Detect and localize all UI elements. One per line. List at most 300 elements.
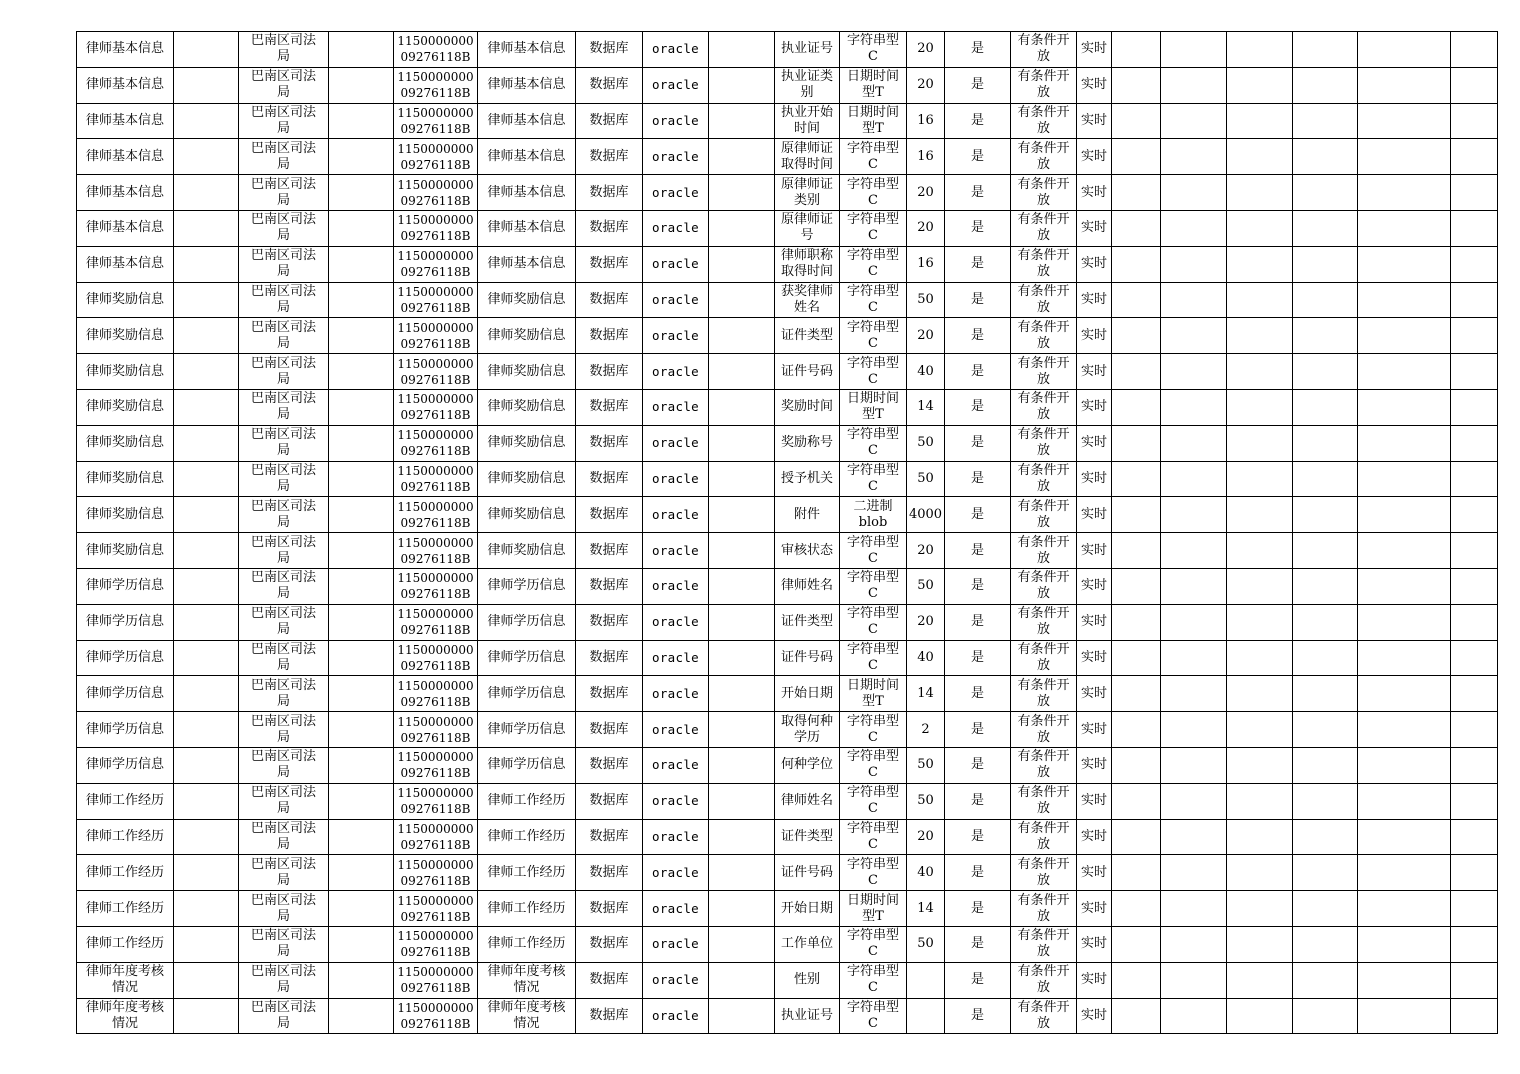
open-type-cell[interactable] bbox=[1011, 926, 1077, 962]
open-type-cell[interactable] bbox=[1011, 676, 1077, 712]
blank-cell-f[interactable] bbox=[1227, 425, 1293, 461]
length-cell[interactable]: 20 bbox=[907, 175, 945, 211]
blank-cell-b[interactable] bbox=[329, 246, 394, 282]
blank-cell-e[interactable] bbox=[1161, 926, 1227, 962]
blank-cell-h[interactable] bbox=[1358, 354, 1451, 390]
resource-name-cell[interactable]: 律师基本信息 bbox=[77, 103, 174, 139]
storage-cell[interactable]: 数据库 bbox=[576, 389, 643, 425]
item-name-cell[interactable]: 律师基本信息 bbox=[478, 210, 576, 246]
blank-cell-f[interactable] bbox=[1227, 461, 1293, 497]
blank-cell-i[interactable] bbox=[1451, 246, 1498, 282]
blank-cell-d[interactable] bbox=[1112, 318, 1161, 354]
blank-cell-g[interactable] bbox=[1293, 246, 1358, 282]
blank-cell-b[interactable] bbox=[329, 640, 394, 676]
blank-cell-f[interactable] bbox=[1227, 318, 1293, 354]
db-type-cell[interactable]: oracle bbox=[643, 819, 709, 855]
required-cell[interactable]: 是 bbox=[945, 819, 1011, 855]
blank-cell-f[interactable] bbox=[1227, 712, 1293, 748]
blank-cell-d[interactable] bbox=[1112, 998, 1161, 1034]
update-freq-cell[interactable]: 实时 bbox=[1077, 568, 1112, 604]
item-name-cell[interactable]: 律师学历信息 bbox=[478, 568, 576, 604]
blank-cell-i[interactable] bbox=[1451, 676, 1498, 712]
blank-cell-i[interactable] bbox=[1451, 819, 1498, 855]
blank-cell-f[interactable] bbox=[1227, 819, 1293, 855]
blank-cell-c[interactable] bbox=[709, 425, 775, 461]
blank-cell-e[interactable] bbox=[1161, 568, 1227, 604]
blank-cell-c[interactable] bbox=[709, 747, 775, 783]
credit-code-cell[interactable] bbox=[394, 640, 478, 676]
provider-cell[interactable] bbox=[239, 712, 329, 748]
blank-cell-i[interactable] bbox=[1451, 139, 1498, 175]
open-type-cell[interactable] bbox=[1011, 533, 1077, 569]
blank-cell-d[interactable] bbox=[1112, 210, 1161, 246]
blank-cell-b[interactable] bbox=[329, 497, 394, 533]
blank-cell-i[interactable] bbox=[1451, 640, 1498, 676]
blank-cell-a[interactable] bbox=[174, 103, 239, 139]
field-name-cell[interactable]: 执业证号 bbox=[775, 32, 840, 68]
storage-cell[interactable]: 数据库 bbox=[576, 461, 643, 497]
open-type-cell[interactable] bbox=[1011, 282, 1077, 318]
blank-cell-b[interactable] bbox=[329, 103, 394, 139]
blank-cell-c[interactable] bbox=[709, 568, 775, 604]
blank-cell-d[interactable] bbox=[1112, 819, 1161, 855]
blank-cell-h[interactable] bbox=[1358, 425, 1451, 461]
update-freq-cell[interactable]: 实时 bbox=[1077, 461, 1112, 497]
open-type-cell[interactable] bbox=[1011, 962, 1077, 998]
blank-cell-i[interactable] bbox=[1451, 962, 1498, 998]
field-type-cell[interactable] bbox=[840, 497, 907, 533]
field-name-cell[interactable]: 何种学位 bbox=[775, 747, 840, 783]
item-name-cell[interactable]: 律师奖励信息 bbox=[478, 389, 576, 425]
blank-cell-g[interactable] bbox=[1293, 855, 1358, 891]
credit-code-cell[interactable] bbox=[394, 533, 478, 569]
blank-cell-f[interactable] bbox=[1227, 891, 1293, 927]
credit-code-cell[interactable] bbox=[394, 962, 478, 998]
db-type-cell[interactable]: oracle bbox=[643, 139, 709, 175]
provider-cell[interactable] bbox=[239, 246, 329, 282]
blank-cell-d[interactable] bbox=[1112, 962, 1161, 998]
blank-cell-i[interactable] bbox=[1451, 175, 1498, 211]
blank-cell-a[interactable] bbox=[174, 389, 239, 425]
field-name-cell[interactable]: 证件类型 bbox=[775, 604, 840, 640]
blank-cell-g[interactable] bbox=[1293, 640, 1358, 676]
required-cell[interactable]: 是 bbox=[945, 533, 1011, 569]
blank-cell-f[interactable] bbox=[1227, 175, 1293, 211]
blank-cell-e[interactable] bbox=[1161, 497, 1227, 533]
blank-cell-i[interactable] bbox=[1451, 32, 1498, 68]
blank-cell-a[interactable] bbox=[174, 855, 239, 891]
resource-name-cell[interactable]: 律师工作经历 bbox=[77, 926, 174, 962]
blank-cell-a[interactable] bbox=[174, 819, 239, 855]
blank-cell-h[interactable] bbox=[1358, 926, 1451, 962]
blank-cell-d[interactable] bbox=[1112, 246, 1161, 282]
required-cell[interactable]: 是 bbox=[945, 210, 1011, 246]
resource-name-cell[interactable] bbox=[77, 998, 174, 1034]
field-name-cell[interactable] bbox=[775, 67, 840, 103]
db-type-cell[interactable]: oracle bbox=[643, 354, 709, 390]
required-cell[interactable]: 是 bbox=[945, 318, 1011, 354]
blank-cell-f[interactable] bbox=[1227, 783, 1293, 819]
storage-cell[interactable]: 数据库 bbox=[576, 533, 643, 569]
blank-cell-f[interactable] bbox=[1227, 640, 1293, 676]
required-cell[interactable]: 是 bbox=[945, 246, 1011, 282]
blank-cell-g[interactable] bbox=[1293, 318, 1358, 354]
blank-cell-b[interactable] bbox=[329, 425, 394, 461]
field-name-cell[interactable]: 证件类型 bbox=[775, 819, 840, 855]
blank-cell-d[interactable] bbox=[1112, 389, 1161, 425]
provider-cell[interactable] bbox=[239, 461, 329, 497]
update-freq-cell[interactable]: 实时 bbox=[1077, 783, 1112, 819]
blank-cell-i[interactable] bbox=[1451, 461, 1498, 497]
length-cell[interactable]: 16 bbox=[907, 246, 945, 282]
storage-cell[interactable]: 数据库 bbox=[576, 855, 643, 891]
resource-name-cell[interactable]: 律师基本信息 bbox=[77, 67, 174, 103]
item-name-cell[interactable]: 律师学历信息 bbox=[478, 747, 576, 783]
provider-cell[interactable] bbox=[239, 676, 329, 712]
blank-cell-d[interactable] bbox=[1112, 568, 1161, 604]
blank-cell-i[interactable] bbox=[1451, 354, 1498, 390]
blank-cell-c[interactable] bbox=[709, 676, 775, 712]
length-cell[interactable]: 14 bbox=[907, 891, 945, 927]
field-type-cell[interactable] bbox=[840, 67, 907, 103]
blank-cell-a[interactable] bbox=[174, 139, 239, 175]
db-type-cell[interactable]: oracle bbox=[643, 640, 709, 676]
field-type-cell[interactable] bbox=[840, 32, 907, 68]
blank-cell-h[interactable] bbox=[1358, 891, 1451, 927]
length-cell[interactable]: 50 bbox=[907, 926, 945, 962]
blank-cell-f[interactable] bbox=[1227, 139, 1293, 175]
blank-cell-d[interactable] bbox=[1112, 425, 1161, 461]
item-name-cell[interactable]: 律师奖励信息 bbox=[478, 354, 576, 390]
field-type-cell[interactable] bbox=[840, 139, 907, 175]
storage-cell[interactable]: 数据库 bbox=[576, 67, 643, 103]
credit-code-cell[interactable] bbox=[394, 568, 478, 604]
item-name-cell[interactable]: 律师学历信息 bbox=[478, 712, 576, 748]
required-cell[interactable]: 是 bbox=[945, 568, 1011, 604]
open-type-cell[interactable] bbox=[1011, 497, 1077, 533]
resource-name-cell[interactable]: 律师学历信息 bbox=[77, 604, 174, 640]
blank-cell-a[interactable] bbox=[174, 962, 239, 998]
blank-cell-a[interactable] bbox=[174, 175, 239, 211]
credit-code-cell[interactable] bbox=[394, 354, 478, 390]
blank-cell-f[interactable] bbox=[1227, 282, 1293, 318]
update-freq-cell[interactable]: 实时 bbox=[1077, 533, 1112, 569]
length-cell[interactable]: 20 bbox=[907, 67, 945, 103]
field-name-cell[interactable]: 证件号码 bbox=[775, 855, 840, 891]
credit-code-cell[interactable] bbox=[394, 676, 478, 712]
blank-cell-c[interactable] bbox=[709, 640, 775, 676]
credit-code-cell[interactable] bbox=[394, 926, 478, 962]
field-name-cell[interactable]: 执业证号 bbox=[775, 998, 840, 1034]
blank-cell-i[interactable] bbox=[1451, 389, 1498, 425]
field-type-cell[interactable] bbox=[840, 318, 907, 354]
blank-cell-c[interactable] bbox=[709, 855, 775, 891]
resource-name-cell[interactable]: 律师学历信息 bbox=[77, 568, 174, 604]
resource-name-cell[interactable]: 律师奖励信息 bbox=[77, 282, 174, 318]
storage-cell[interactable]: 数据库 bbox=[576, 676, 643, 712]
db-type-cell[interactable]: oracle bbox=[643, 568, 709, 604]
required-cell[interactable]: 是 bbox=[945, 282, 1011, 318]
length-cell[interactable]: 50 bbox=[907, 747, 945, 783]
provider-cell[interactable] bbox=[239, 783, 329, 819]
required-cell[interactable]: 是 bbox=[945, 67, 1011, 103]
field-type-cell[interactable] bbox=[840, 855, 907, 891]
item-name-cell[interactable]: 律师工作经历 bbox=[478, 819, 576, 855]
required-cell[interactable]: 是 bbox=[945, 425, 1011, 461]
item-name-cell[interactable]: 律师学历信息 bbox=[478, 640, 576, 676]
blank-cell-e[interactable] bbox=[1161, 32, 1227, 68]
blank-cell-c[interactable] bbox=[709, 103, 775, 139]
provider-cell[interactable] bbox=[239, 318, 329, 354]
blank-cell-g[interactable] bbox=[1293, 747, 1358, 783]
credit-code-cell[interactable] bbox=[394, 855, 478, 891]
db-type-cell[interactable]: oracle bbox=[643, 282, 709, 318]
length-cell[interactable]: 20 bbox=[907, 210, 945, 246]
resource-name-cell[interactable]: 律师工作经历 bbox=[77, 855, 174, 891]
blank-cell-c[interactable] bbox=[709, 282, 775, 318]
blank-cell-f[interactable] bbox=[1227, 354, 1293, 390]
length-cell[interactable]: 50 bbox=[907, 783, 945, 819]
storage-cell[interactable]: 数据库 bbox=[576, 354, 643, 390]
blank-cell-c[interactable] bbox=[709, 461, 775, 497]
blank-cell-f[interactable] bbox=[1227, 676, 1293, 712]
field-name-cell[interactable]: 证件号码 bbox=[775, 354, 840, 390]
blank-cell-i[interactable] bbox=[1451, 210, 1498, 246]
blank-cell-h[interactable] bbox=[1358, 533, 1451, 569]
update-freq-cell[interactable]: 实时 bbox=[1077, 103, 1112, 139]
storage-cell[interactable]: 数据库 bbox=[576, 246, 643, 282]
open-type-cell[interactable] bbox=[1011, 139, 1077, 175]
field-type-cell[interactable] bbox=[840, 533, 907, 569]
credit-code-cell[interactable] bbox=[394, 891, 478, 927]
open-type-cell[interactable] bbox=[1011, 32, 1077, 68]
blank-cell-d[interactable] bbox=[1112, 640, 1161, 676]
required-cell[interactable]: 是 bbox=[945, 855, 1011, 891]
blank-cell-e[interactable] bbox=[1161, 855, 1227, 891]
provider-cell[interactable] bbox=[239, 819, 329, 855]
length-cell[interactable]: 4000 bbox=[907, 497, 945, 533]
required-cell[interactable]: 是 bbox=[945, 175, 1011, 211]
blank-cell-i[interactable] bbox=[1451, 604, 1498, 640]
blank-cell-a[interactable] bbox=[174, 282, 239, 318]
blank-cell-a[interactable] bbox=[174, 640, 239, 676]
db-type-cell[interactable]: oracle bbox=[643, 318, 709, 354]
blank-cell-i[interactable] bbox=[1451, 533, 1498, 569]
blank-cell-g[interactable] bbox=[1293, 389, 1358, 425]
open-type-cell[interactable] bbox=[1011, 354, 1077, 390]
field-type-cell[interactable] bbox=[840, 640, 907, 676]
db-type-cell[interactable]: oracle bbox=[643, 389, 709, 425]
blank-cell-h[interactable] bbox=[1358, 604, 1451, 640]
field-name-cell[interactable]: 审核状态 bbox=[775, 533, 840, 569]
blank-cell-f[interactable] bbox=[1227, 998, 1293, 1034]
blank-cell-d[interactable] bbox=[1112, 32, 1161, 68]
open-type-cell[interactable] bbox=[1011, 425, 1077, 461]
required-cell[interactable]: 是 bbox=[945, 640, 1011, 676]
blank-cell-e[interactable] bbox=[1161, 747, 1227, 783]
resource-name-cell[interactable]: 律师学历信息 bbox=[77, 676, 174, 712]
length-cell[interactable]: 40 bbox=[907, 354, 945, 390]
blank-cell-a[interactable] bbox=[174, 533, 239, 569]
field-name-cell[interactable]: 证件类型 bbox=[775, 318, 840, 354]
item-name-cell[interactable]: 律师奖励信息 bbox=[478, 497, 576, 533]
blank-cell-d[interactable] bbox=[1112, 175, 1161, 211]
length-cell[interactable]: 20 bbox=[907, 819, 945, 855]
blank-cell-a[interactable] bbox=[174, 318, 239, 354]
blank-cell-d[interactable] bbox=[1112, 891, 1161, 927]
credit-code-cell[interactable] bbox=[394, 783, 478, 819]
resource-name-cell[interactable]: 律师奖励信息 bbox=[77, 318, 174, 354]
resource-name-cell[interactable]: 律师基本信息 bbox=[77, 32, 174, 68]
blank-cell-a[interactable] bbox=[174, 67, 239, 103]
resource-name-cell[interactable]: 律师学历信息 bbox=[77, 712, 174, 748]
open-type-cell[interactable] bbox=[1011, 461, 1077, 497]
provider-cell[interactable] bbox=[239, 855, 329, 891]
item-name-cell[interactable] bbox=[478, 962, 576, 998]
blank-cell-h[interactable] bbox=[1358, 640, 1451, 676]
blank-cell-c[interactable] bbox=[709, 604, 775, 640]
storage-cell[interactable]: 数据库 bbox=[576, 210, 643, 246]
blank-cell-h[interactable] bbox=[1358, 962, 1451, 998]
blank-cell-b[interactable] bbox=[329, 461, 394, 497]
credit-code-cell[interactable] bbox=[394, 67, 478, 103]
blank-cell-f[interactable] bbox=[1227, 67, 1293, 103]
provider-cell[interactable] bbox=[239, 533, 329, 569]
blank-cell-d[interactable] bbox=[1112, 676, 1161, 712]
length-cell[interactable]: 20 bbox=[907, 32, 945, 68]
update-freq-cell[interactable]: 实时 bbox=[1077, 747, 1112, 783]
blank-cell-a[interactable] bbox=[174, 676, 239, 712]
blank-cell-b[interactable] bbox=[329, 676, 394, 712]
field-type-cell[interactable] bbox=[840, 246, 907, 282]
field-name-cell[interactable]: 证件号码 bbox=[775, 640, 840, 676]
update-freq-cell[interactable]: 实时 bbox=[1077, 210, 1112, 246]
item-name-cell[interactable]: 律师工作经历 bbox=[478, 891, 576, 927]
provider-cell[interactable] bbox=[239, 67, 329, 103]
update-freq-cell[interactable]: 实时 bbox=[1077, 891, 1112, 927]
field-name-cell[interactable] bbox=[775, 712, 840, 748]
blank-cell-d[interactable] bbox=[1112, 139, 1161, 175]
blank-cell-i[interactable] bbox=[1451, 568, 1498, 604]
blank-cell-a[interactable] bbox=[174, 712, 239, 748]
credit-code-cell[interactable] bbox=[394, 604, 478, 640]
field-name-cell[interactable] bbox=[775, 175, 840, 211]
blank-cell-c[interactable] bbox=[709, 926, 775, 962]
blank-cell-h[interactable] bbox=[1358, 246, 1451, 282]
credit-code-cell[interactable] bbox=[394, 282, 478, 318]
required-cell[interactable]: 是 bbox=[945, 389, 1011, 425]
resource-name-cell[interactable]: 律师奖励信息 bbox=[77, 425, 174, 461]
field-name-cell[interactable]: 奖励时间 bbox=[775, 389, 840, 425]
update-freq-cell[interactable]: 实时 bbox=[1077, 282, 1112, 318]
db-type-cell[interactable]: oracle bbox=[643, 747, 709, 783]
item-name-cell[interactable]: 律师基本信息 bbox=[478, 175, 576, 211]
blank-cell-d[interactable] bbox=[1112, 354, 1161, 390]
length-cell[interactable]: 50 bbox=[907, 461, 945, 497]
blank-cell-e[interactable] bbox=[1161, 533, 1227, 569]
provider-cell[interactable] bbox=[239, 210, 329, 246]
blank-cell-e[interactable] bbox=[1161, 819, 1227, 855]
resource-name-cell[interactable]: 律师学历信息 bbox=[77, 747, 174, 783]
update-freq-cell[interactable]: 实时 bbox=[1077, 926, 1112, 962]
resource-name-cell[interactable] bbox=[77, 962, 174, 998]
blank-cell-c[interactable] bbox=[709, 497, 775, 533]
blank-cell-g[interactable] bbox=[1293, 998, 1358, 1034]
blank-cell-a[interactable] bbox=[174, 891, 239, 927]
credit-code-cell[interactable] bbox=[394, 425, 478, 461]
required-cell[interactable]: 是 bbox=[945, 747, 1011, 783]
blank-cell-g[interactable] bbox=[1293, 712, 1358, 748]
blank-cell-h[interactable] bbox=[1358, 389, 1451, 425]
blank-cell-h[interactable] bbox=[1358, 461, 1451, 497]
open-type-cell[interactable] bbox=[1011, 783, 1077, 819]
db-type-cell[interactable]: oracle bbox=[643, 32, 709, 68]
storage-cell[interactable]: 数据库 bbox=[576, 318, 643, 354]
blank-cell-f[interactable] bbox=[1227, 497, 1293, 533]
resource-name-cell[interactable]: 律师基本信息 bbox=[77, 246, 174, 282]
blank-cell-d[interactable] bbox=[1112, 855, 1161, 891]
blank-cell-e[interactable] bbox=[1161, 67, 1227, 103]
resource-name-cell[interactable]: 律师基本信息 bbox=[77, 175, 174, 211]
blank-cell-a[interactable] bbox=[174, 497, 239, 533]
blank-cell-g[interactable] bbox=[1293, 891, 1358, 927]
blank-cell-c[interactable] bbox=[709, 998, 775, 1034]
length-cell[interactable]: 40 bbox=[907, 855, 945, 891]
blank-cell-i[interactable] bbox=[1451, 783, 1498, 819]
field-type-cell[interactable] bbox=[840, 354, 907, 390]
blank-cell-d[interactable] bbox=[1112, 604, 1161, 640]
field-name-cell[interactable]: 开始日期 bbox=[775, 891, 840, 927]
open-type-cell[interactable] bbox=[1011, 246, 1077, 282]
field-name-cell[interactable]: 附件 bbox=[775, 497, 840, 533]
storage-cell[interactable]: 数据库 bbox=[576, 282, 643, 318]
storage-cell[interactable]: 数据库 bbox=[576, 497, 643, 533]
item-name-cell[interactable]: 律师奖励信息 bbox=[478, 461, 576, 497]
blank-cell-a[interactable] bbox=[174, 926, 239, 962]
blank-cell-b[interactable] bbox=[329, 712, 394, 748]
blank-cell-d[interactable] bbox=[1112, 747, 1161, 783]
blank-cell-c[interactable] bbox=[709, 354, 775, 390]
blank-cell-c[interactable] bbox=[709, 783, 775, 819]
blank-cell-g[interactable] bbox=[1293, 32, 1358, 68]
item-name-cell[interactable]: 律师学历信息 bbox=[478, 604, 576, 640]
provider-cell[interactable] bbox=[239, 175, 329, 211]
update-freq-cell[interactable]: 实时 bbox=[1077, 425, 1112, 461]
open-type-cell[interactable] bbox=[1011, 998, 1077, 1034]
db-type-cell[interactable]: oracle bbox=[643, 533, 709, 569]
field-type-cell[interactable] bbox=[840, 926, 907, 962]
blank-cell-i[interactable] bbox=[1451, 67, 1498, 103]
db-type-cell[interactable]: oracle bbox=[643, 783, 709, 819]
db-type-cell[interactable]: oracle bbox=[643, 210, 709, 246]
credit-code-cell[interactable] bbox=[394, 210, 478, 246]
length-cell[interactable] bbox=[907, 962, 945, 998]
resource-name-cell[interactable]: 律师基本信息 bbox=[77, 139, 174, 175]
required-cell[interactable]: 是 bbox=[945, 497, 1011, 533]
open-type-cell[interactable] bbox=[1011, 819, 1077, 855]
storage-cell[interactable]: 数据库 bbox=[576, 998, 643, 1034]
open-type-cell[interactable] bbox=[1011, 568, 1077, 604]
blank-cell-b[interactable] bbox=[329, 32, 394, 68]
required-cell[interactable]: 是 bbox=[945, 32, 1011, 68]
open-type-cell[interactable] bbox=[1011, 640, 1077, 676]
blank-cell-e[interactable] bbox=[1161, 354, 1227, 390]
blank-cell-h[interactable] bbox=[1358, 67, 1451, 103]
open-type-cell[interactable] bbox=[1011, 855, 1077, 891]
required-cell[interactable]: 是 bbox=[945, 712, 1011, 748]
db-type-cell[interactable]: oracle bbox=[643, 103, 709, 139]
credit-code-cell[interactable] bbox=[394, 139, 478, 175]
